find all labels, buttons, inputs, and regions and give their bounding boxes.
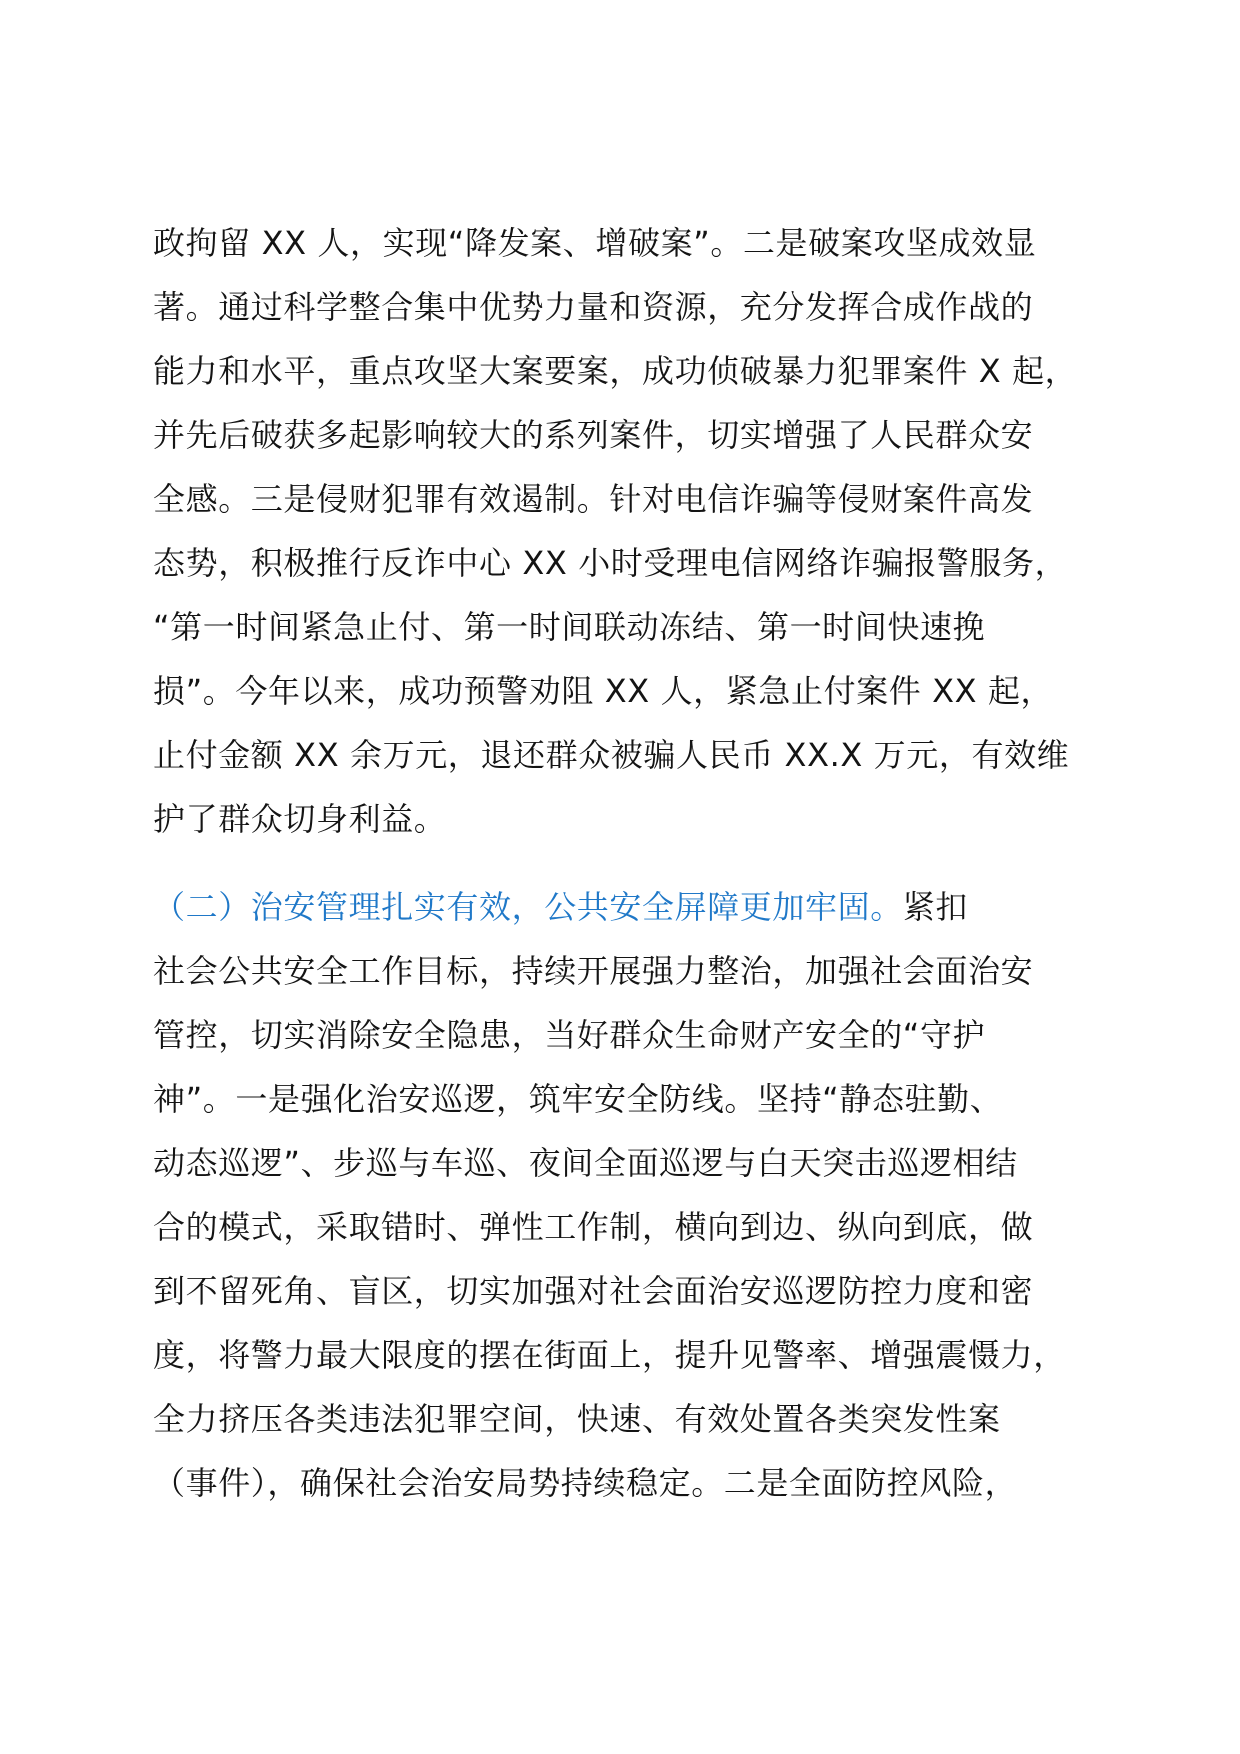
section-heading: （二）治安管理扎实有效，公共安全屏障更加牢固。: [153, 888, 903, 926]
paragraph-2-line-7: 到不留死角、盲区，切实加强对社会面治安巡逻防控力度和密: [153, 1272, 1034, 1310]
paragraph-1-line-7: “第一时间紧急止付、第一时间联动冻结、第一时间快速挽: [153, 608, 986, 646]
paragraph-1-line-8: 损”。今年以来，成功预警劝阻 XX 人，紧急止付案件 XX 起，: [153, 672, 1054, 710]
paragraph-1-line-3: 能力和水平，重点攻坚大案要案，成功侦破暴力犯罪案件 X 起，: [153, 352, 1078, 390]
paragraph-2-line-9: 全力挤压各类违法犯罪空间，快速、有效处置各类突发性案: [153, 1400, 1001, 1438]
paragraph-2-line-10: （事件），确保社会治安局势持续稳定。二是全面防控风险，: [153, 1464, 1018, 1502]
paragraph-2-line-8: 度，将警力最大限度的摆在街面上，提升见警率、增强震慑力，: [153, 1336, 1066, 1374]
paragraph-1-line-9: 止付金额 XX 余万元，退还群众被骗人民币 XX.X 万元，有效维: [153, 736, 1070, 774]
paragraph-1-line-5: 全感。三是侵财犯罪有效遏制。针对电信诈骗等侵财案件高发: [153, 480, 1034, 518]
paragraph-1-line-4: 并先后破获多起影响较大的系列案件，切实增强了人民群众安: [153, 416, 1034, 454]
paragraph-1-line-2: 著。通过科学整合集中优势力量和资源，充分发挥合成作战的: [153, 288, 1034, 326]
paragraph-2-line-2: 社会公共安全工作目标，持续开展强力整治，加强社会面治安: [153, 952, 1034, 990]
paragraph-2-first-line-rest: 紧扣: [902, 888, 969, 926]
paragraph-1-line-1: 政拘留 XX 人，实现“降发案、增破案”。二是破案攻坚成效显: [153, 224, 1037, 262]
paragraph-2-line-5: 动态巡逻”、步巡与车巡、夜间全面巡逻与白天突击巡逻相结: [153, 1144, 1018, 1182]
paragraph-2-line-3: 管控，切实消除安全隐患，当好群众生命财产安全的“守护: [153, 1016, 986, 1054]
paragraph-2-line-4: 神”。一是强化治安巡逻，筑牢安全防线。坚持“静态驻勤、: [153, 1080, 1003, 1118]
paragraph-2-line-6: 合的模式，采取错时、弹性工作制，横向到边、纵向到底，做: [153, 1208, 1034, 1246]
paragraph-1-line-10: 护了群众切身利益。: [153, 800, 447, 838]
paragraph-1-line-6: 态势，积极推行反诈中心 XX 小时受理电信网络诈骗报警服务，: [153, 544, 1068, 582]
paragraph-2-first-line: [153, 879, 1113, 935]
